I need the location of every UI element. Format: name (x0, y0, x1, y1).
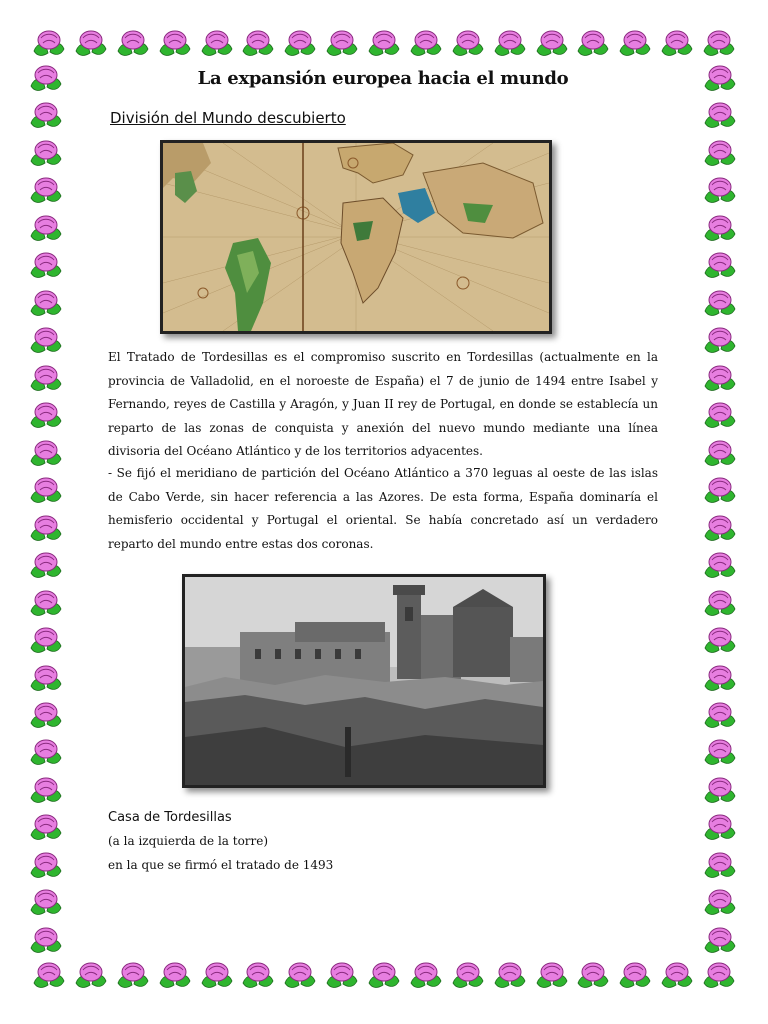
rose-icon (701, 924, 739, 958)
rose-icon (72, 959, 110, 993)
paragraph-2: - Se fijó el meridiano de partición del Océano Atlántico a 370 leguas al oeste de las islas de Cabo Verde, sin hacer referencia a las Azores. De esta forma, España dominaría el hemisferio occidental y Portugal el oriental. Se había concretado así un verdadero reparto del mundo entre estas dos coronas. (108, 466, 658, 551)
rose-icon (27, 662, 65, 696)
rose-icon (114, 959, 152, 993)
rose-icon (27, 849, 65, 883)
rose-icon (27, 474, 65, 508)
rose-icon (156, 959, 194, 993)
rose-icon (658, 27, 696, 61)
rose-icon (701, 174, 739, 208)
rose-icon (365, 959, 403, 993)
rose-icon (27, 699, 65, 733)
rose-icon (701, 774, 739, 808)
rose-icon (30, 959, 68, 993)
rose-icon (700, 27, 738, 61)
rose-icon (27, 399, 65, 433)
rose-icon (701, 362, 739, 396)
rose-icon (198, 959, 236, 993)
rose-icon (114, 27, 152, 61)
rose-icon (27, 624, 65, 658)
rose-icon (701, 736, 739, 770)
rose-icon (27, 362, 65, 396)
rose-icon (281, 27, 319, 61)
rose-icon (701, 287, 739, 321)
rose-icon (701, 474, 739, 508)
rose-icon (27, 287, 65, 321)
rose-icon (701, 512, 739, 546)
map-image (160, 140, 552, 334)
decorative-border-right (700, 62, 740, 958)
rose-icon (30, 27, 68, 61)
rose-icon (449, 27, 487, 61)
photo-caption-line-3: en la que se firmó el tratado de 1493 (108, 858, 334, 872)
rose-icon (156, 27, 194, 61)
rose-icon (701, 437, 739, 471)
rose-icon (198, 27, 236, 61)
rose-icon (658, 959, 696, 993)
rose-icon (701, 249, 739, 283)
tordesillas-town-icon (185, 577, 543, 785)
rose-icon (323, 27, 361, 61)
rose-icon (701, 811, 739, 845)
rose-icon (701, 399, 739, 433)
rose-icon (701, 886, 739, 920)
rose-icon (701, 624, 739, 658)
section-heading: División del Mundo descubierto (110, 109, 346, 127)
rose-icon (239, 27, 277, 61)
paragraph-1: El Tratado de Tordesillas es el compromiso suscrito en Tordesillas (actualmente en la provincia de Valladolid, en el noroeste de España) el 7 de junio de 1494 entre Isabel y Fernando, reyes de Castilla y Aragón, y Juan II rey de Portugal, en donde se establecía un reparto de las zonas de conquista y anexión del nuevo mundo mediante una línea divisoria del Océano Atlántico y de los territorios adyacentes. (108, 350, 658, 458)
rose-icon (323, 959, 361, 993)
rose-icon (701, 99, 739, 133)
rose-icon (491, 27, 529, 61)
rose-icon (533, 27, 571, 61)
rose-icon (700, 959, 738, 993)
rose-icon (27, 587, 65, 621)
rose-icon (407, 27, 445, 61)
rose-icon (27, 512, 65, 546)
rose-icon (701, 324, 739, 358)
rose-icon (27, 249, 65, 283)
rose-icon (407, 959, 445, 993)
rose-icon (701, 137, 739, 171)
rose-icon (449, 959, 487, 993)
decorative-border-left (26, 62, 66, 958)
rose-icon (701, 587, 739, 621)
rose-icon (239, 959, 277, 993)
town-photo (182, 574, 546, 788)
rose-icon (27, 99, 65, 133)
rose-icon (365, 27, 403, 61)
rose-icon (72, 27, 110, 61)
rose-icon (574, 959, 612, 993)
rose-icon (616, 27, 654, 61)
photo-caption-title: Casa de Tordesillas (108, 810, 232, 825)
rose-icon (533, 959, 571, 993)
rose-icon (701, 549, 739, 583)
rose-icon (616, 959, 654, 993)
rose-icon (27, 137, 65, 171)
rose-icon (27, 549, 65, 583)
rose-icon (27, 736, 65, 770)
rose-icon (701, 699, 739, 733)
rose-icon (701, 62, 739, 96)
rose-icon (574, 27, 612, 61)
decorative-border-top (30, 26, 738, 62)
rose-icon (701, 212, 739, 246)
rose-icon (27, 324, 65, 358)
rose-icon (27, 62, 65, 96)
rose-icon (701, 662, 739, 696)
rose-icon (27, 212, 65, 246)
rose-icon (701, 849, 739, 883)
rose-icon (281, 959, 319, 993)
rose-icon (27, 174, 65, 208)
rose-icon (491, 959, 529, 993)
document-title: La expansión europea hacia el mundo (197, 68, 569, 89)
rose-icon (27, 437, 65, 471)
antique-world-map-icon (163, 143, 549, 331)
document-page (108, 62, 658, 872)
photo-caption-line-2: (a la izquierda de la torre) (108, 834, 269, 848)
rose-icon (27, 924, 65, 958)
decorative-border-bottom (30, 958, 738, 994)
rose-icon (27, 811, 65, 845)
rose-icon (27, 774, 65, 808)
rose-icon (27, 886, 65, 920)
